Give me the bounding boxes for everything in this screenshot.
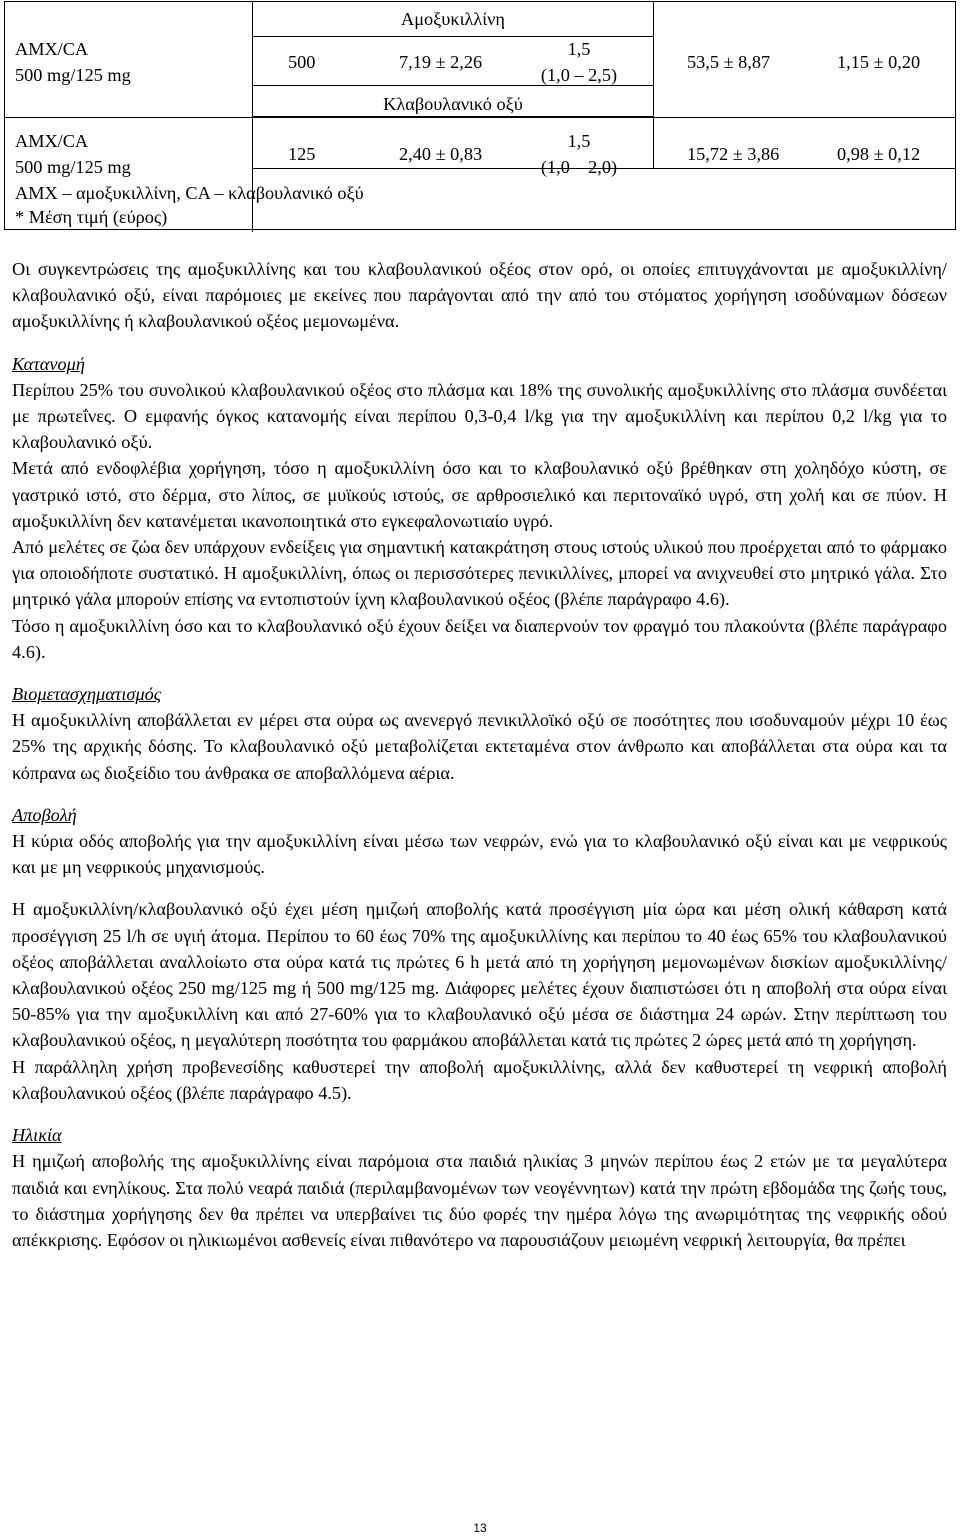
distribution-paragraph-1: Περίπου 25% του συνολικού κλαβουλανικού οξέος στο πλάσμα και 18% της συνολικής αμοξυκιλλίνης στο πλάσμα συνδέεται με πρωτεΐνες. Ο εμφανής όγκος κατανομής είναι περίπου 0,3-0,4 l/kg για την αμοξυκιλλίνη και περίπου 0,2 l/kg για το κλαβουλανικό οξύ. xyxy=(12,379,947,453)
distribution-heading xyxy=(12,351,947,377)
clav-header: Κλαβουλανικό οξύ xyxy=(383,94,523,114)
row1-tmax-1: 1,5 xyxy=(567,39,591,59)
distribution-heading-text: Κατανομή xyxy=(12,353,85,374)
age-paragraph: Η ημιζωή αποβολής της αμοξυκιλλίνης είναι παρόμοια στα παιδιά ηλικίας 3 μηνών περίπου έως 2 ετών με τα μεγαλύτερα παιδιά και ενηλίκους. Στα πολύ νεαρά παιδιά (περιλαμβανομένων των νεογέννητων) κατά την πρώτη εβδομάδα της ζωής τους, το διάστημα χορήγησης δεν θα πρέπει να υπερβαίνει τις δύο φορές την ημέρα λόγω της ανωριμότητας της νεφρικής οδού απέκκρισης. Εφόσον οι ηλικιωμένοι ασθενείς είναι πιθανότερο να παρουσιάζουν μειωμένη νεφρική λειτουργία, θα πρέπει xyxy=(12,1151,947,1250)
row1-label-1: AMX/CA xyxy=(15,39,89,59)
elimination-heading xyxy=(12,802,947,828)
row2-label-1: AMX/CA xyxy=(15,131,89,151)
row2-auc: 15,72 ± 3,86 xyxy=(687,144,780,164)
intro-paragraph: Οι συγκεντρώσεις της αμοξυκιλλίνης και του κλαβουλανικού οξέος στον ορό, οι οποίες επιτυγχάνονται με αμοξυκιλλίνη/κλαβουλανικό οξύ, είναι παρόμοιες με εκείνες που παράγονται από την από του στόματος χορήγηση ισοδύναμων δόσεων αμοξυκιλλίνης ή κλαβουλανικού οξέος μεμονωμένα. xyxy=(12,259,947,332)
row1-cmax: 7,19 ± 2,26 xyxy=(399,52,483,72)
biotransformation-heading xyxy=(12,681,947,707)
table-rule xyxy=(252,117,253,232)
row2-tmax-1: 1,5 xyxy=(567,131,591,151)
pharmacokinetics-table xyxy=(4,1,956,230)
table-footnote-mean: * Μέση τιμή (εύρος) xyxy=(15,207,168,227)
elimination-paragraph-1: Η κύρια οδός αποβολής για την αμοξυκιλλίνη είναι μέσω των νεφρών, ενώ για το κλαβουλανικό οξύ είναι και με νεφρικούς και με μη νεφρικούς μηχανισμούς. xyxy=(12,831,947,878)
table-rule xyxy=(653,36,654,86)
row1-auc: 53,5 ± 8,87 xyxy=(687,52,771,72)
table-footnote-abbrev: AMX – αμοξυκιλλίνη, CA – κλαβουλανικό οξύ xyxy=(15,183,364,203)
row1-label-2: 500 mg/125 mg xyxy=(15,65,131,85)
row2-tmax-2: (1,0 – 2,0) xyxy=(540,157,618,177)
document-body xyxy=(12,256,947,1253)
distribution-paragraph-4: Τόσο η αμοξυκιλλίνη όσο και το κλαβουλανικό οξύ έχουν δείξει να διαπερνούν τον φραγμό του πλακούντα (βλέπε παράγραφο 4.6). xyxy=(12,615,947,662)
elimination-paragraph-2: Η αμοξυκιλλίνη/κλαβουλανικό οξύ έχει μέση ημιζωή αποβολής κατά προσέγγιση μία ώρα και μέση ολική κάθαρση κατά προσέγγιση 25 l/h σε υγιή άτομα. Περίπου το 60 έως 70% της αμοξυκιλλίνης και περίπου το 40 έως 65% του κλαβουλανικού οξέος αποβάλλεται αναλλοίωτο στα ούρα κατά τις πρώτες 6 h μετά από τη χορήγηση μεμονωμένων δισκίων αμοξυκιλλίνης/κλαβουλανικού οξέος 250 mg/125 mg ή 500 mg/125 mg. Διάφορες μελέτες έχουν διαπιστώσει ότι η αποβολή στα ούρα είναι 50-85% για την αμοξυκιλλίνη και από 27-60% για το κλαβουλανικό οξύ μέσα σε διάστημα 24 ωρών. Στην περίπτωση του κλαβουλανικού οξέος, η μεγαλύτερη ποσότητα του φαρμάκου αποβάλλεται κατά τις πρώτες 2 ώρες μετά από τη χορήγηση. xyxy=(12,899,947,1051)
row2-cmax: 2,40 ± 0,83 xyxy=(399,144,483,164)
row2-dose: 125 xyxy=(288,144,316,164)
biotransformation-paragraph: Η αμοξυκιλλίνη αποβάλλεται εν μέρει στα ούρα ως ανενεργό πενικιλλοϊκό οξύ σε ποσότητες που ισοδυναμούν μέχρι 10 έως 25% της αρχικής δόσης. Το κλαβουλανικό οξύ μεταβολίζεται εκτεταμένα στον άνθρωπο και αποβάλλεται στα ούρα και τα κόπρανα ως διοξείδιο του άνθρακα σε αποβαλλόμενα αέρια. xyxy=(12,710,947,783)
distribution-paragraph-3: Από μελέτες σε ζώα δεν υπάρχουν ενδείξεις για σημαντική κατακράτηση στους ιστούς υλικού που προέρχεται από το φάρμακο για οποιοδήποτε συστατικό. Η αμοξυκιλλίνη, όπως οι περισσότερες πενικιλλίνες, μπορεί να ανιχνευθεί στο μητρικό γάλα. Στο μητρικό γάλα μπορούν επίσης να εντοπιστούν ίχνη κλαβουλανικού οξέος (βλέπε παράγραφο 4.6). xyxy=(12,537,947,610)
row2-thalf: 0,98 ± 0,12 xyxy=(837,144,921,164)
amox-header: Αμοξυκιλλίνη xyxy=(401,9,505,29)
elimination-paragraph-3: Η παράλληλη χρήση προβενεσίδης καθυστερεί την αποβολή αμοξυκιλλίνης, αλλά δεν καθυστερεί τη νεφρική αποβολή κλαβουλανικού οξέος (βλέπε παράγραφο 4.5). xyxy=(12,1056,947,1103)
age-heading xyxy=(12,1122,947,1148)
distribution-paragraph-2: Μετά από ενδοφλέβια χορήγηση, τόσο η αμοξυκιλλίνη όσο και το κλαβουλανικό οξύ βρέθηκαν στη χοληδόχο κύστη, σε γαστρικό ιστό, στο δέρμα, στο λίπος, σε μυϊκούς ιστούς, σε αρθροσιελικό και περιτοναϊκό υγρό, στη χολή και σε πύον. Η αμοξυκιλλίνη δεν κατανέμεται ικανοποιητικά στο εγκεφαλονωτιαίο υγρό. xyxy=(12,458,947,531)
page-number: 13 xyxy=(473,1521,487,1535)
row1-tmax-2: (1,0 – 2,5) xyxy=(540,65,618,85)
age-heading-text: Ηλικία xyxy=(12,1125,62,1146)
row2-label-2: 500 mg/125 mg xyxy=(15,157,131,177)
table-rule xyxy=(653,168,956,169)
row1-dose: 500 xyxy=(288,52,316,72)
row1-thalf: 1,15 ± 0,20 xyxy=(837,52,921,72)
biotransformation-heading-text: Βιομετασχηματισμός xyxy=(12,684,162,705)
elimination-heading-text: Αποβολή xyxy=(12,804,77,825)
